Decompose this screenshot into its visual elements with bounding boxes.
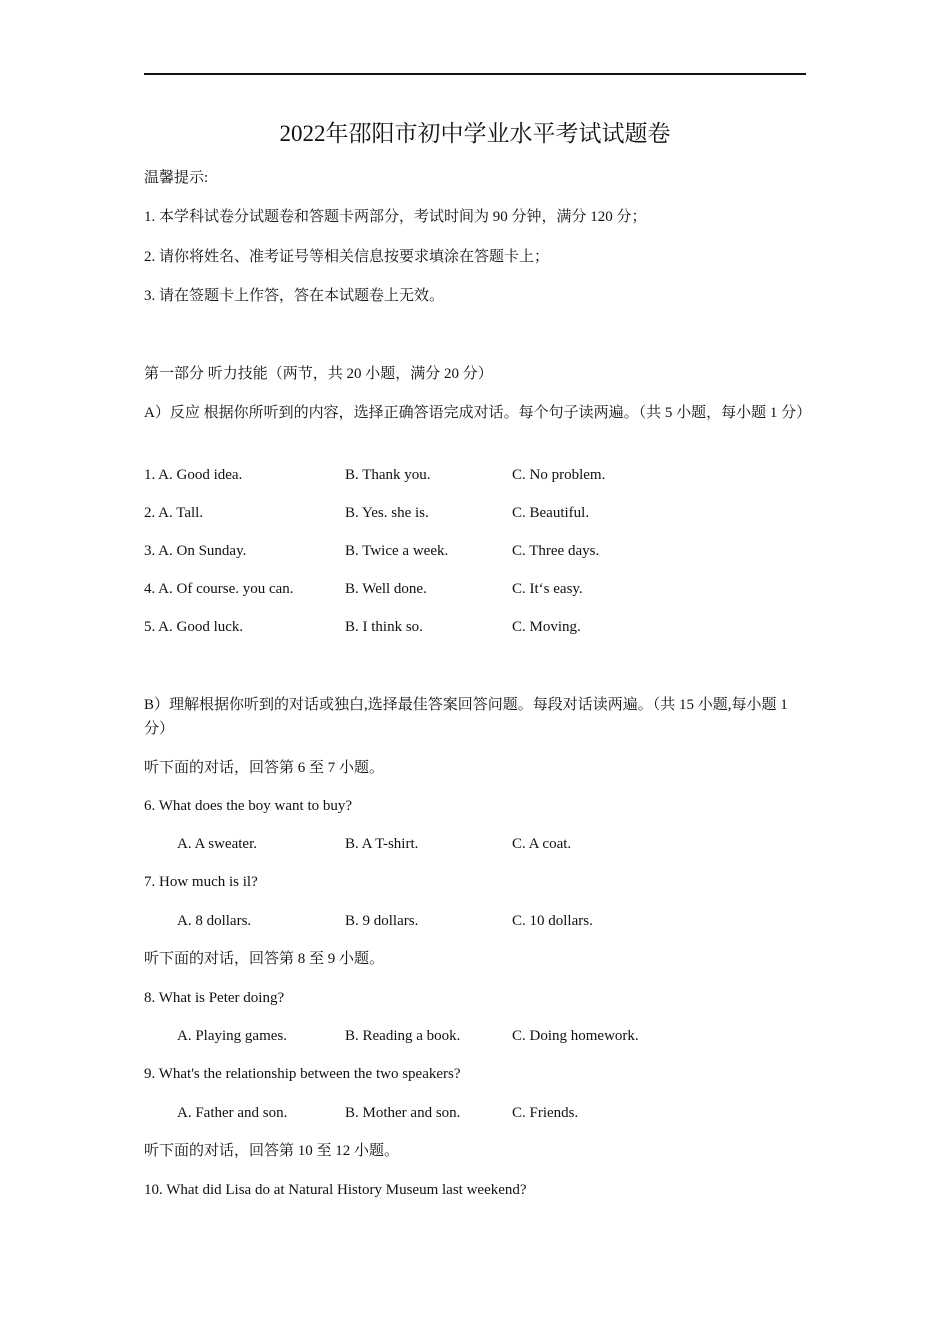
q7-option-c: C. 10 dollars. xyxy=(512,913,593,929)
q9-option-b: B. Mother and son. xyxy=(345,1105,461,1121)
q1-option-c: C. No problem. xyxy=(512,467,606,483)
q3-option-c: C. Three days. xyxy=(512,543,600,559)
tips-heading: 温馨提示: xyxy=(144,170,209,186)
q1-option-a: 1. A. Good idea. xyxy=(144,467,243,483)
section-b-instruction: B）理解根据你听到的对话或独白,选择最佳答案回答问题。每段对话读两遍。（共 15 小题,每小题 1 分） xyxy=(144,697,788,737)
tip-item-2: 2. 请你将姓名、准考证号等相关信息按要求填涂在答题卡上； xyxy=(144,249,550,265)
q9-option-a: A. Father and son. xyxy=(177,1105,288,1121)
q5-option-b: B. I think so. xyxy=(345,619,423,635)
q4-option-c: C. It‘s easy. xyxy=(512,581,583,597)
q4-option-b: B. Well done. xyxy=(345,581,427,597)
part1-heading: 第一部分 听力技能（两节，共 20 小题，满分 20 分） xyxy=(144,366,493,382)
q7-option-a: A. 8 dollars. xyxy=(177,913,252,929)
page-title: 2022年邵阳市初中学业水平考试试题卷 xyxy=(279,121,671,146)
section-a-instruction: A）反应 根据你所听到的内容，选择正确答语完成对话。每个句子读两遍。（共 5 小题，每小题 1 分） xyxy=(144,405,812,421)
tip-item-3: 3. 请在签题卡上作答，答在本试题卷上无效。 xyxy=(144,288,445,304)
q9-option-c: C. Friends. xyxy=(512,1105,579,1121)
q7-stem: 7. How much is il? xyxy=(144,874,258,890)
q3-option-a: 3. A. On Sunday. xyxy=(144,543,247,559)
q8-stem: 8. What is Peter doing? xyxy=(144,990,285,1006)
q8-option-c: C. Doing homework. xyxy=(512,1028,639,1044)
q2-option-c: C. Beautiful. xyxy=(512,505,590,521)
q6-option-c: C. A coat. xyxy=(512,836,572,852)
q7-option-b: B. 9 dollars. xyxy=(345,913,419,929)
q9-stem: 9. What's the relationship between the two speakers? xyxy=(144,1066,461,1082)
q2-option-b: B. Yes. she is. xyxy=(345,505,429,521)
dialogue-instruction-3: 听下面的对话，回答第 10 至 12 小题。 xyxy=(144,1143,400,1159)
q5-option-c: C. Moving. xyxy=(512,619,581,635)
q2-option-a: 2. A. Tall. xyxy=(144,505,204,521)
q6-option-a: A. A sweater. xyxy=(177,836,257,852)
q10-stem: 10. What did Lisa do at Natural History Museum last weekend? xyxy=(144,1182,527,1198)
q4-option-a: 4. A. Of course. you can. xyxy=(144,581,294,597)
q8-option-b: B. Reading a book. xyxy=(345,1028,461,1044)
tip-item-1: 1. 本学科试卷分试题卷和答题卡两部分，考试时间为 90 分钟，满分 120 分； xyxy=(144,209,647,225)
q1-option-b: B. Thank you. xyxy=(345,467,431,483)
q5-option-a: 5. A. Good luck. xyxy=(144,619,244,635)
q6-option-b: B. A T-shirt. xyxy=(345,836,419,852)
q3-option-b: B. Twice a week. xyxy=(345,543,449,559)
dialogue-instruction-2: 听下面的对话，回答第 8 至 9 小题。 xyxy=(144,951,385,967)
q6-stem: 6. What does the boy want to buy? xyxy=(144,798,353,814)
dialogue-instruction-1: 听下面的对话，回答第 6 至 7 小题。 xyxy=(144,760,385,776)
q8-option-a: A. Playing games. xyxy=(177,1028,287,1044)
top-rule xyxy=(144,73,806,75)
